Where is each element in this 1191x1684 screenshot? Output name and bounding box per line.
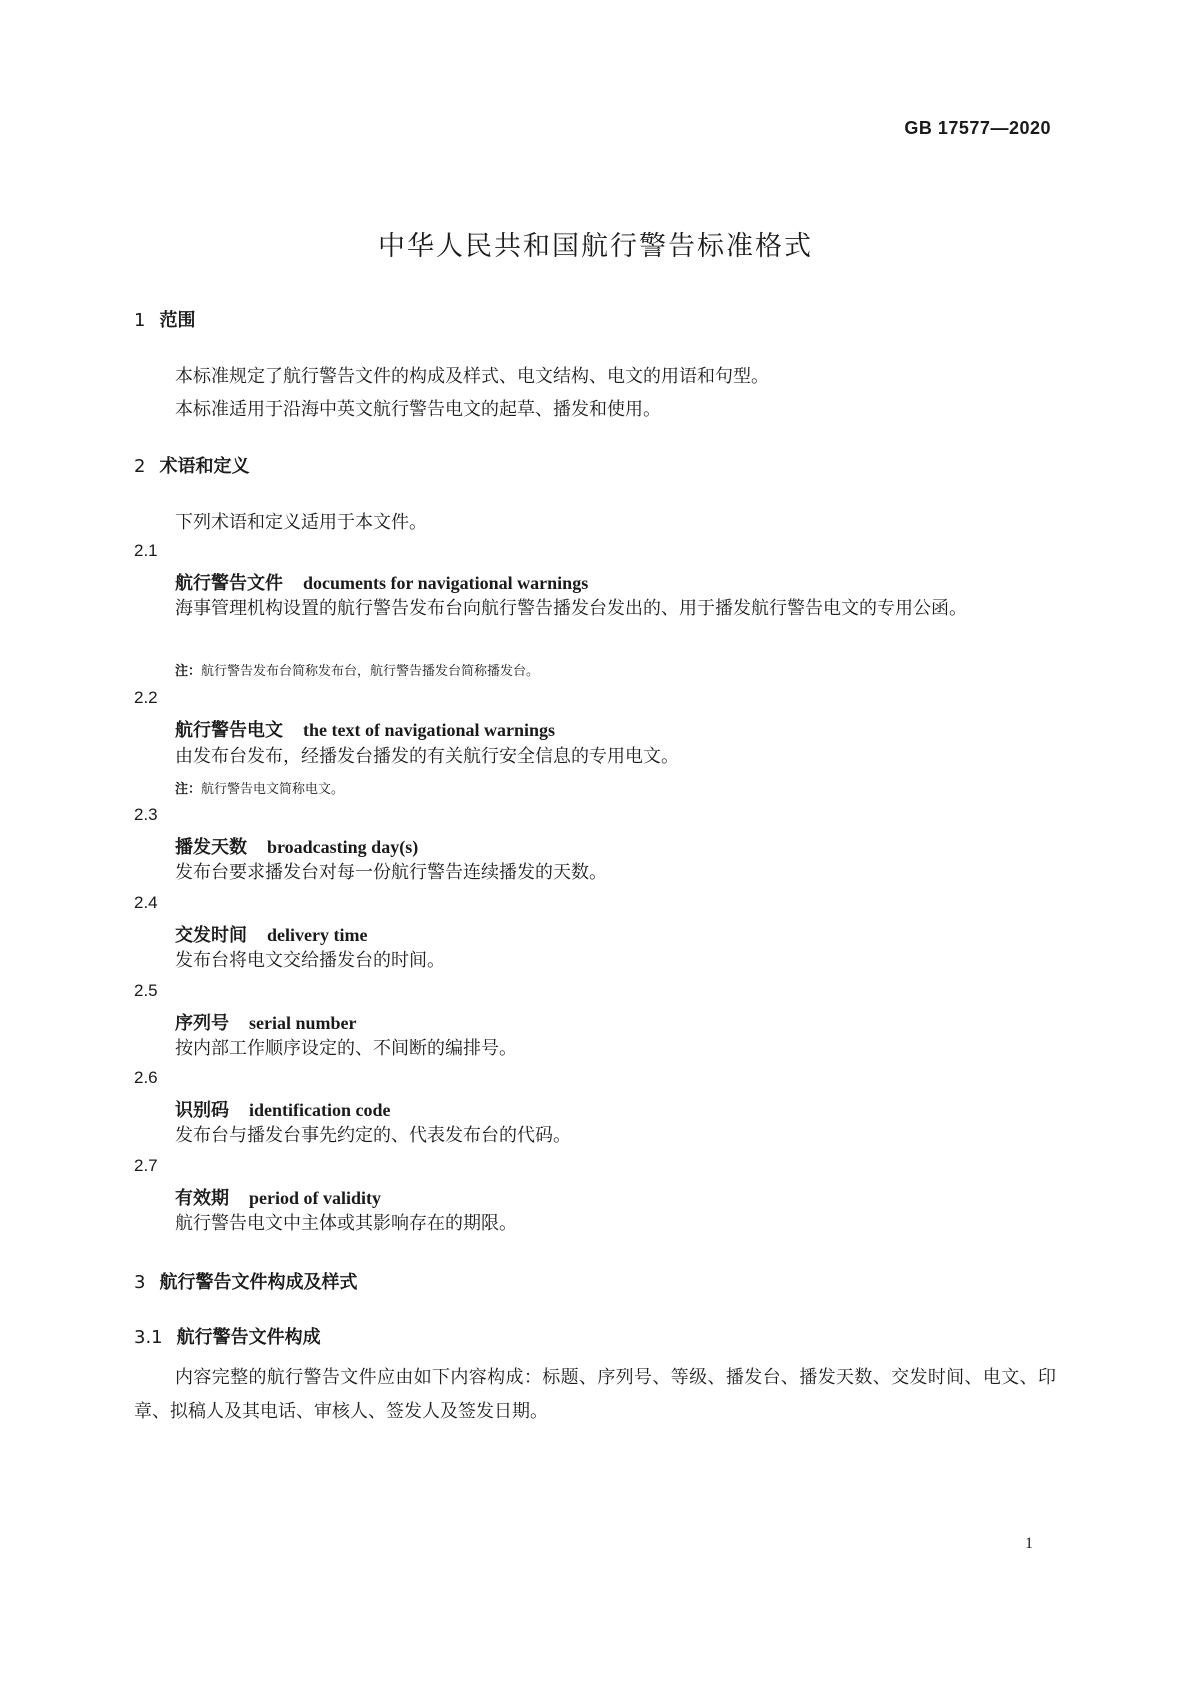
term-zh: 航行警告文件 [175, 573, 283, 594]
document-title: 中华人民共和国航行警告标准格式 [378, 231, 813, 262]
term-zh: 航行警告电文 [175, 720, 283, 741]
term-definition: 航行警告电文中主体或其影响存在的期限。 [175, 1213, 517, 1234]
term-definition: 发布台将电文交给播发台的时间。 [175, 950, 445, 971]
note-text: 航行警告电文简称电文。 [201, 782, 345, 797]
clause-number: 2.2 [134, 688, 158, 707]
term-en: documents for navigational warnings [303, 573, 589, 593]
term-definition: 发布台与播发台事先约定的、代表发布台的代码。 [175, 1125, 571, 1146]
term-en: identification code [249, 1100, 391, 1120]
note [175, 660, 539, 679]
term-zh: 有效期 [175, 1188, 229, 1209]
term-definition: 按内部工作顺序设定的、不间断的编排号。 [175, 1038, 517, 1059]
section-number: 1 [134, 310, 146, 331]
subsection-title: 航行警告文件构成 [176, 1327, 321, 1348]
term-heading [175, 716, 555, 742]
term-en: period of validity [249, 1188, 382, 1208]
paragraph: 本标准规定了航行警告文件的构成及样式、电文结构、电文的用语和句型。 [175, 366, 769, 387]
paragraph: 内容完整的航行警告文件应由如下内容构成：标题、序列号、等级、播发台、播发天数、交发时间、电文、印章、拟稿人及其电话、审核人、签发人及签发日期。 [134, 1367, 1056, 1422]
section-title: 航行警告文件构成及样式 [159, 1272, 358, 1293]
section-number: 2 [134, 456, 146, 477]
subsection-number: 3.1 [134, 1327, 163, 1348]
paragraph: 本标准适用于沿海中英文航行警告电文的起草、播发和使用。 [175, 399, 661, 420]
term-zh: 序列号 [175, 1013, 229, 1034]
clause-number: 2.3 [134, 805, 158, 824]
clause-number: 2.5 [134, 981, 158, 1000]
section-2-heading [134, 452, 249, 478]
standard-number: GB 17577—2020 [904, 118, 1051, 138]
term-en: broadcasting day(s) [267, 837, 419, 857]
term-en: serial number [249, 1013, 357, 1033]
clause-number: 2.1 [134, 541, 158, 560]
section-3-heading [134, 1268, 357, 1294]
term-zh: 识别码 [175, 1100, 229, 1121]
paragraph: 下列术语和定义适用于本文件。 [175, 512, 427, 533]
clause-number: 2.6 [134, 1068, 158, 1087]
term-zh: 播发天数 [175, 837, 247, 858]
page-number: 1 [1025, 1535, 1033, 1552]
term-definition: 由发布台发布，经播发台播发的有关航行安全信息的专用电文。 [175, 746, 679, 767]
section-title: 术语和定义 [159, 456, 250, 477]
note-label: 注： [175, 664, 202, 679]
term-definition: 海事管理机构设置的航行警告发布台向航行警告播发台发出的、用于播发航行警告电文的专用公函。 [175, 598, 967, 619]
term-definition: 发布台要求播发台对每一份航行警告连续播发的天数。 [175, 862, 607, 883]
section-1-heading [134, 306, 195, 332]
note-text: 航行警告发布台简称发布台，航行警告播发台简称播发台。 [201, 664, 540, 679]
section-title: 范围 [159, 310, 196, 331]
clause-number: 2.4 [134, 893, 158, 912]
section-number: 3 [134, 1272, 146, 1293]
subsection-3-1-heading [134, 1323, 321, 1349]
clause-number: 2.7 [134, 1156, 158, 1175]
term-zh: 交发时间 [175, 925, 247, 946]
term-en: the text of navigational warnings [303, 720, 555, 740]
note [175, 778, 344, 797]
note-label: 注： [175, 782, 202, 797]
term-en: delivery time [267, 925, 368, 945]
